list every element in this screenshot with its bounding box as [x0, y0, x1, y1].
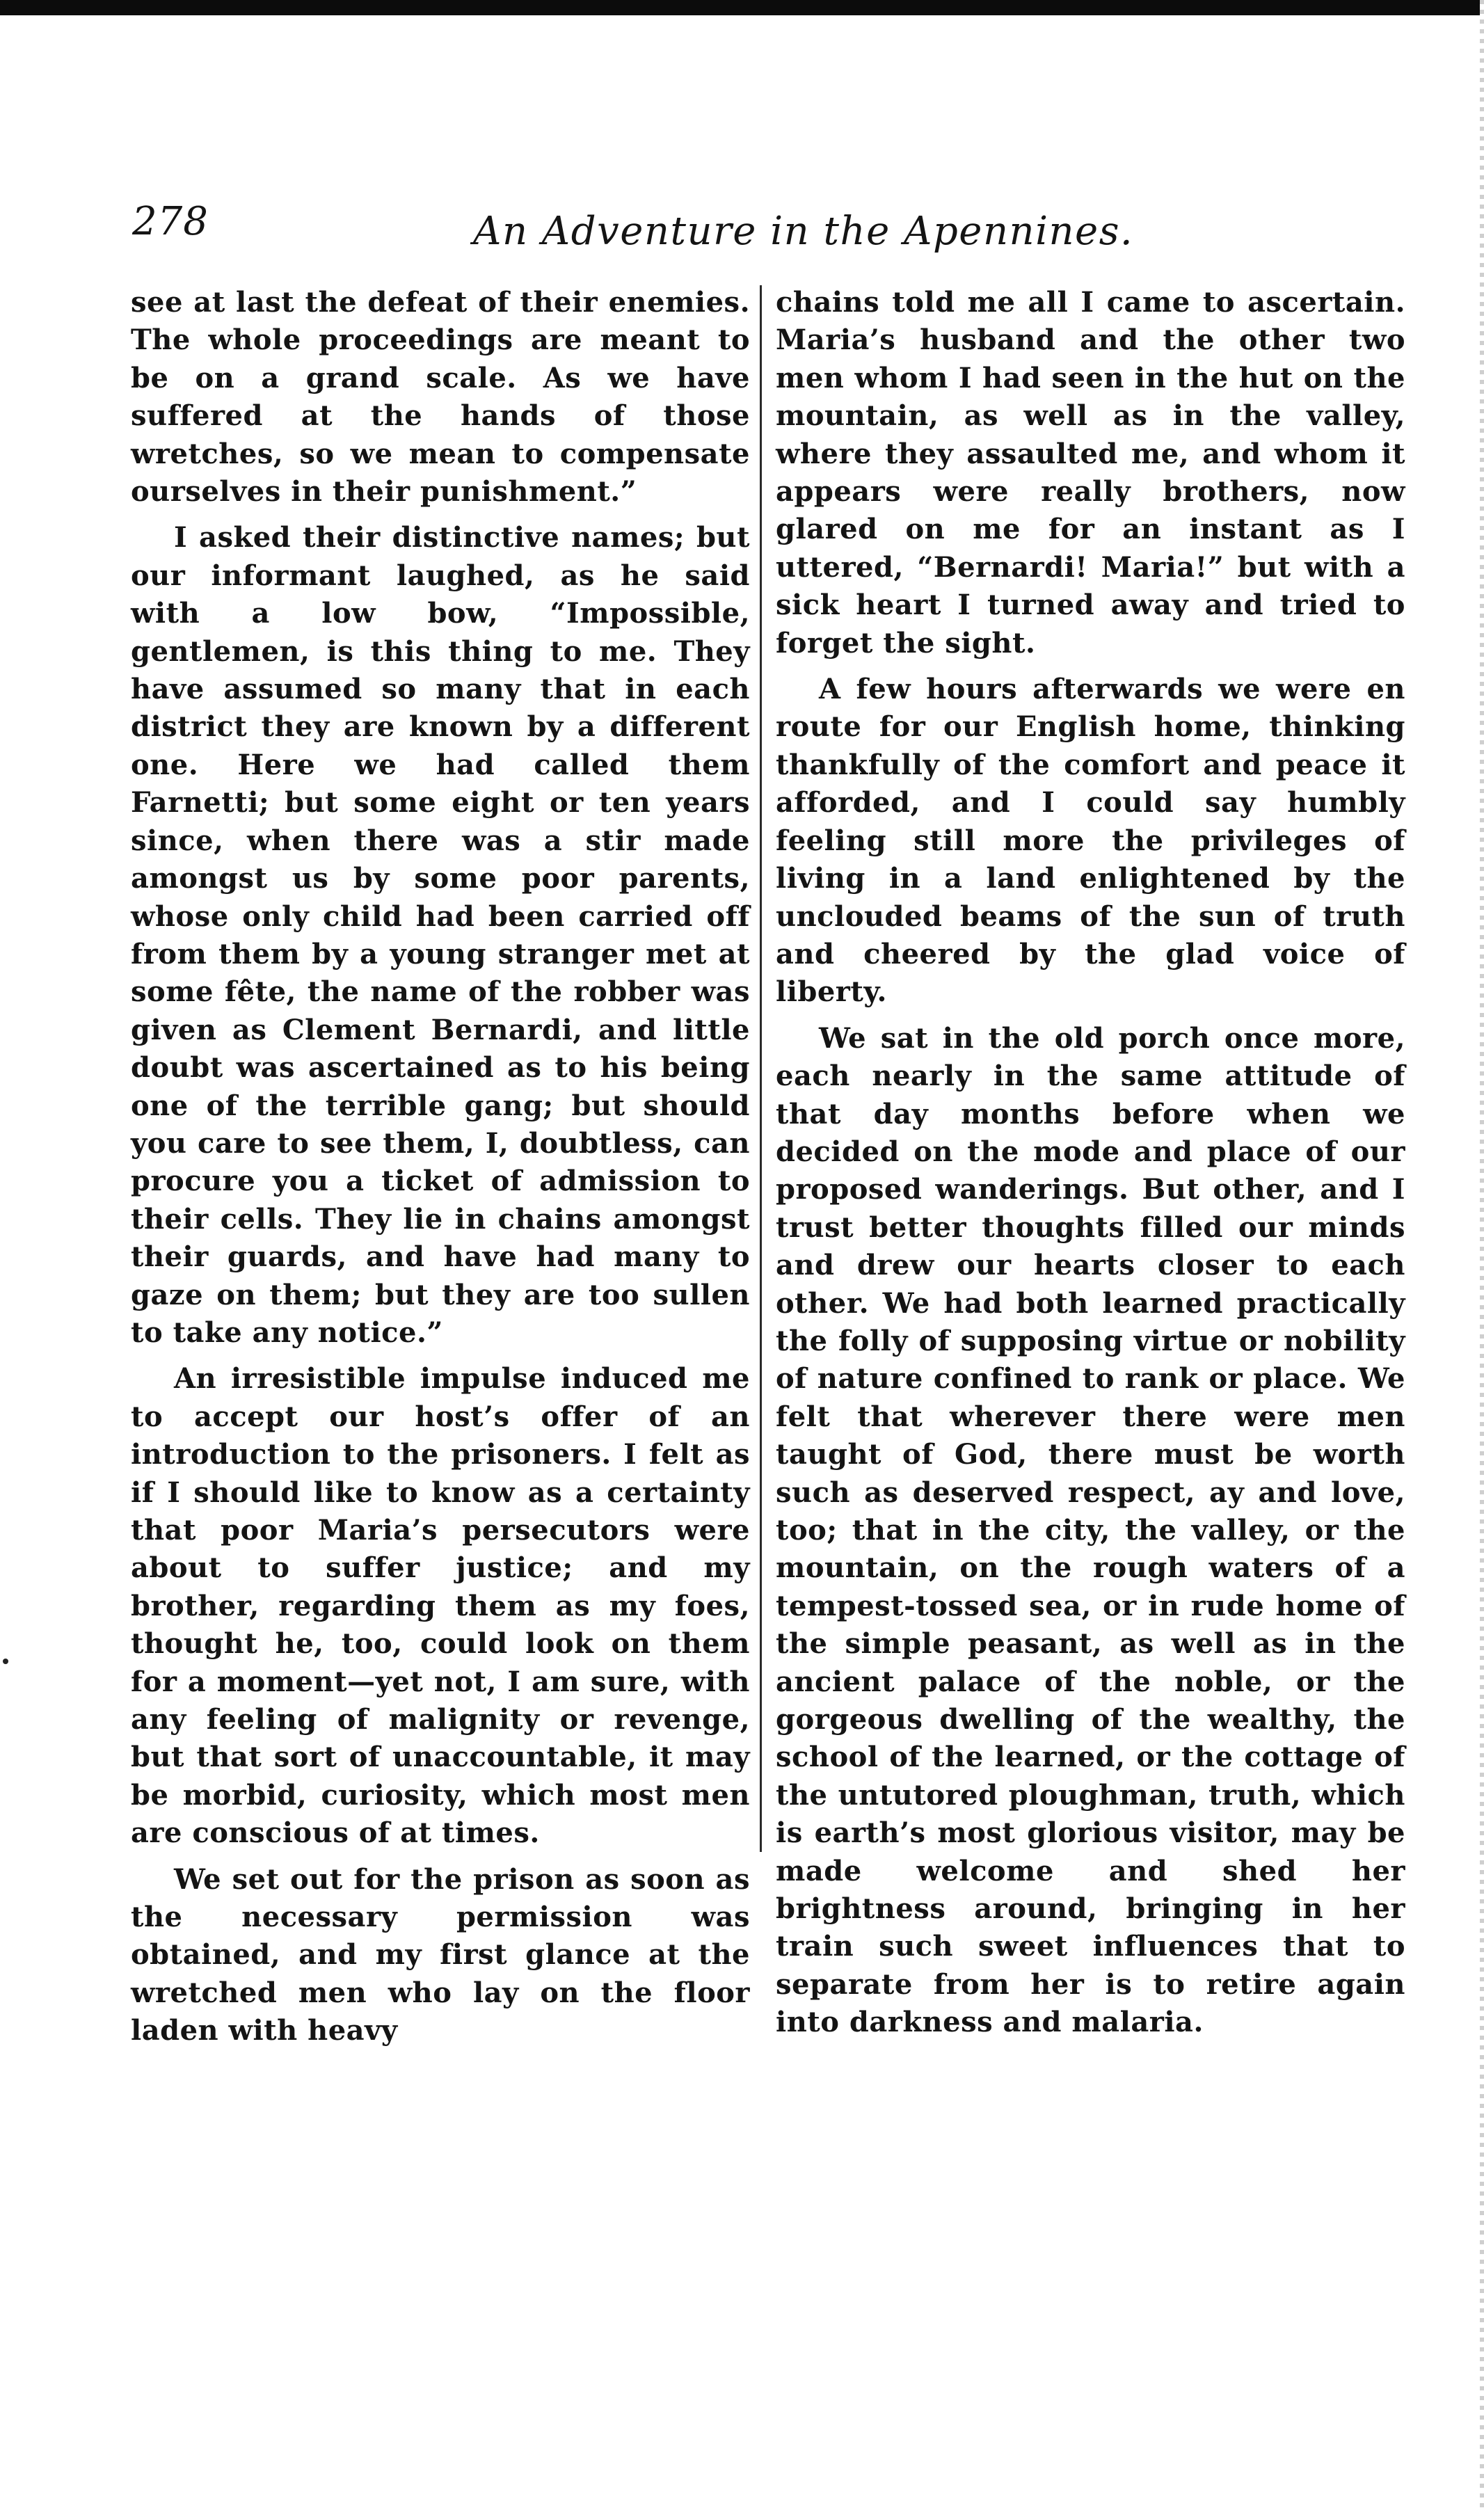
column-divider: [760, 285, 762, 1852]
left-paragraph-4: We set out for the prison as soon as the necessary permission was obtained, and my first glance at the wretched men who lay on the floor laden with heavy: [131, 1862, 750, 2047]
right-paragraph-3: We sat in the old porch once more, each nearly in the same attitude of that day months before when we decided on the mode and place of our proposed wanderings. But other, and I trust better thoughts filled our minds and drew our hearts closer to each other. We had both learned practically the folly of supposing virtue or nobility of nature confined to rank or place. We felt that wherever there were men taught of God, there must be worth such as deserved respect, ay and love, too; that in the city, the valley, or the mountain, on the rough waters of a tempest-tossed sea, or in rude home of the simple peasant, as well as in the ancient palace of the noble, or the gorgeous dwelling of the wealthy, the school of the learned, or the cottage of the untutored ploughman, truth, which is earth’s most glorious visitor, may be made welcome and shed her brightness around, bringing in her train such sweet influences that to separate from her is to retire again into darkness and malaria.: [776, 1021, 1405, 2039]
running-title: An Adventure in the Apennines.: [473, 209, 1134, 254]
top-edge-rule: [0, 0, 1484, 15]
page-number: 278: [132, 199, 209, 244]
left-column: [131, 284, 750, 2047]
right-column: [776, 284, 1405, 2039]
left-paragraph-1: see at last the defeat of their enemies. The whole proceedings are meant to be on a grand scale. As we have suffered at the hands of those wretches, so we mean to compensate ourselves in their punishment.”: [131, 286, 750, 509]
left-paragraph-3: An irresistible impulse induced me to accept our host’s offer of an introduction to the prisoners. I felt as if I should like to know as a certainty that poor Maria’s persecutors were about to suffer justice; and my brother, regarding them as my foes, thought he, too, could look on them for a moment—yet not, I am sure, with any feeling of malignity or revenge, but that sort of unaccountable, it may be morbid, curiosity, which most men are conscious of at times.: [131, 1362, 750, 1850]
scan-speck: [3, 1659, 8, 1664]
page-edge-shadow: [1480, 0, 1484, 2508]
left-paragraph-2: I asked their distinctive names; but our informant laughed, as he said with a low bow, “Impossible, gentlemen, is this thing to me. They have assumed so many that in each district they are known by a different one. Here we had called them Farnetti; but some eight or ten years since, when there was a stir made amongst us by some poor parents, whose only child had been carried off from them by a young stranger met at some fête, the name of the robber was given as Clement Bernardi, and little doubt was ascertained as to his being one of the terrible gang; but should you care to see them, I, doubtless, can procure you a ticket of admission to their cells. They lie in chains amongst their guards, and have had many to gaze on them; but they are too sullen to take any notice.”: [131, 521, 750, 1349]
right-paragraph-1: chains told me all I came to ascertain. Maria’s husband and the other two men whom I had seen in the hut on the mountain, as well as in the valley, where they assaulted me, and whom it appears were really brothers, now glared on me for an instant as I uttered, “Bernardi! Maria!” but with a sick heart I turned away and tried to forget the sight.: [776, 286, 1405, 660]
right-paragraph-2: A few hours afterwards we were en route for our English home, thinking thankfully of the comfort and peace it afforded, and I could say humbly feeling still more the privileges of living in a land enlightened by the unclouded beams of the sun of truth and cheered by the glad voice of liberty.: [776, 673, 1405, 1009]
